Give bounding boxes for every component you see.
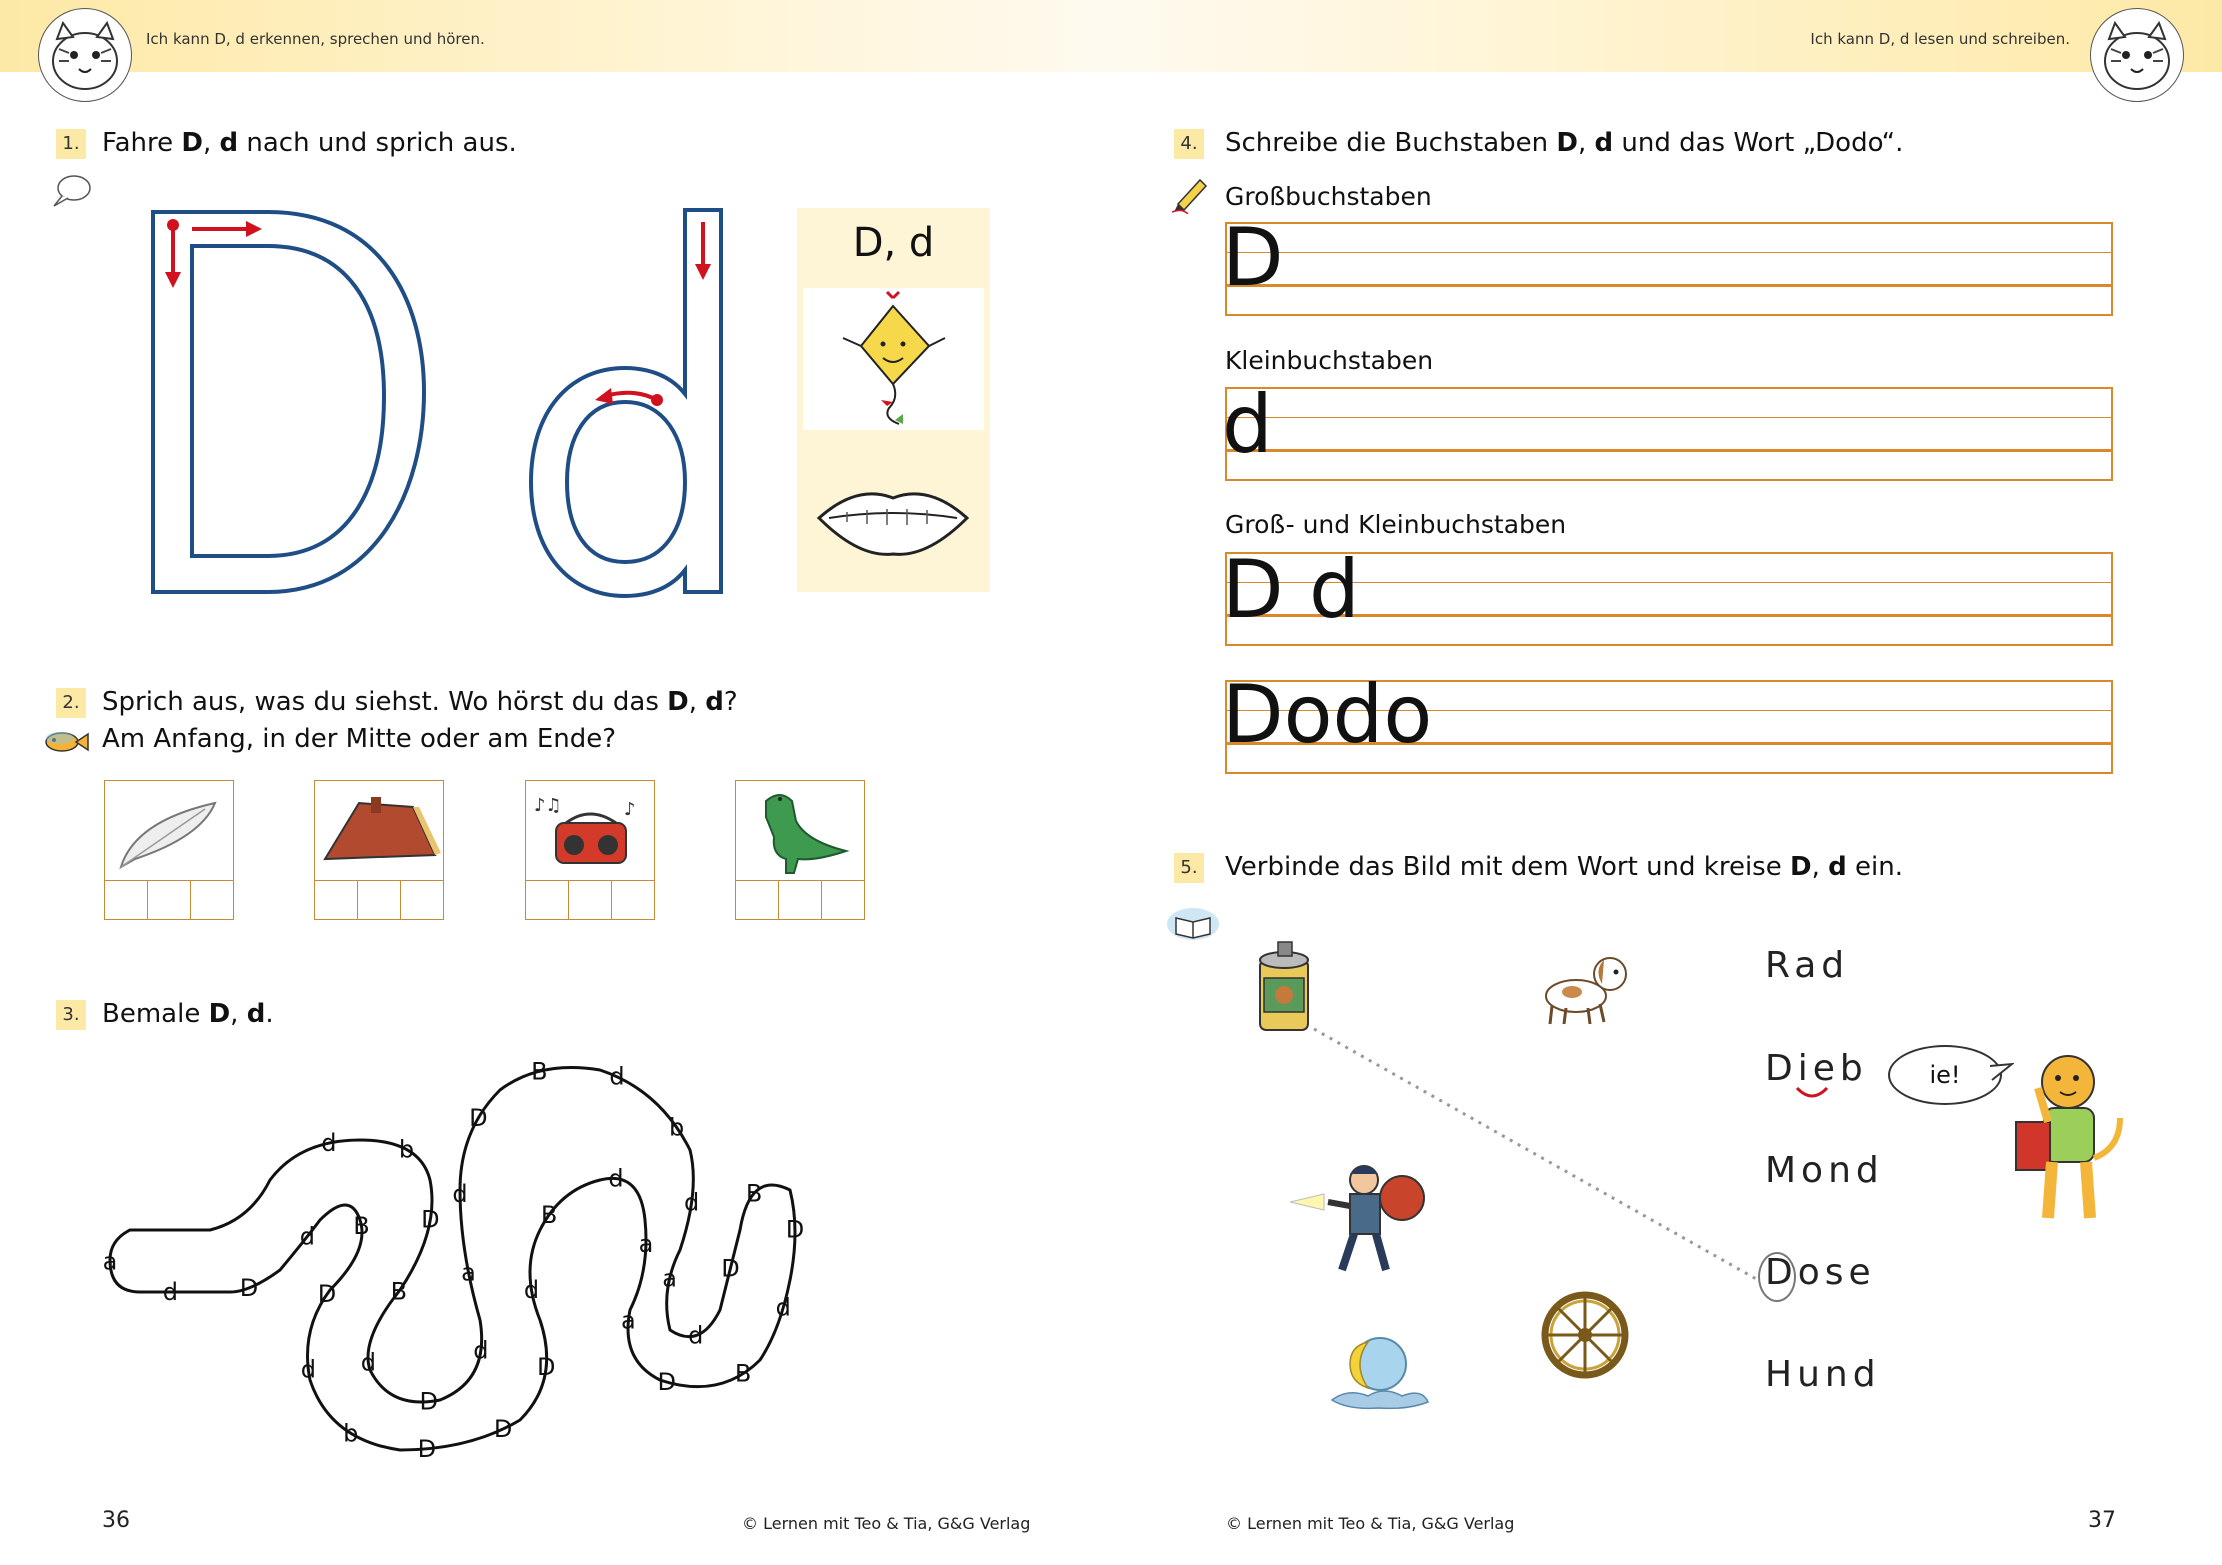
snake-segment-letter[interactable]: d xyxy=(608,1164,624,1193)
cell-start[interactable] xyxy=(736,881,779,919)
snake-segment-letter[interactable]: d xyxy=(452,1179,468,1208)
match-word-rad[interactable]: Rad xyxy=(1765,945,1850,986)
snake-segment-letter[interactable]: B xyxy=(390,1277,408,1306)
snake-segment-letter[interactable]: a xyxy=(662,1264,677,1293)
sample-uppercase: D xyxy=(1222,211,1284,304)
match-word-hund[interactable]: Hund xyxy=(1765,1354,1881,1395)
ruled-line xyxy=(1225,222,2113,224)
ruled-line xyxy=(1225,417,2113,418)
snake-segment-letter[interactable]: d xyxy=(523,1275,540,1304)
snake-segment-letter[interactable]: D xyxy=(239,1273,259,1302)
book-icon xyxy=(1166,906,1220,946)
snake-segment-letter[interactable]: d xyxy=(473,1336,489,1365)
snake-segment-letter[interactable]: d xyxy=(162,1278,178,1306)
svg-text:♪: ♪ xyxy=(624,799,636,820)
lowercase-d-trace xyxy=(525,200,755,600)
moon-mond-image[interactable] xyxy=(1328,1330,1432,1418)
ruled-line xyxy=(1225,314,2113,316)
ruled-edge xyxy=(2111,222,2113,314)
ruled-line xyxy=(1225,772,2113,774)
cell-end[interactable] xyxy=(612,881,654,919)
page-number-right: 37 xyxy=(2088,1508,2116,1533)
task-5-instruction: Verbinde das Bild mit dem Wort und kreise D, d ein. xyxy=(1225,852,1903,882)
snake-segment-letter[interactable]: D xyxy=(469,1103,488,1132)
ruled-line xyxy=(1225,252,2113,253)
header-goal-left: Ich kann D, d erkennen, sprechen und hören. xyxy=(146,30,485,48)
snake-segment-letter[interactable]: B xyxy=(540,1200,558,1229)
snake-segment-letter[interactable]: b xyxy=(669,1113,685,1142)
kite-image xyxy=(803,288,984,430)
task-2-question: Am Anfang, in der Mitte oder am Ende? xyxy=(102,724,617,754)
task-number: 2. xyxy=(56,688,86,718)
snake-segment-letter[interactable]: a xyxy=(621,1306,636,1335)
snake-segment-letter[interactable]: B xyxy=(353,1211,370,1240)
svg-text:♪♫: ♪♫ xyxy=(534,795,562,816)
snake-segment-letter[interactable]: b xyxy=(343,1419,359,1448)
writing-lines-uppercase[interactable] xyxy=(1225,222,2113,314)
sample-mixed: D d xyxy=(1222,543,1360,636)
ruled-line xyxy=(1225,284,2113,287)
task-3-instruction: Bemale D, d. xyxy=(102,999,274,1029)
snake-segment-letter[interactable]: D xyxy=(417,1434,437,1463)
snake-segment-letter[interactable]: D xyxy=(785,1215,805,1244)
ruled-line xyxy=(1225,449,2113,452)
match-word-dose[interactable]: Dose xyxy=(1765,1252,1876,1293)
speech-bubble-icon xyxy=(50,172,94,212)
speech-bubble xyxy=(1888,1045,2002,1105)
snake-body xyxy=(110,1068,795,1451)
task-number: 4. xyxy=(1174,129,1204,159)
snake-segment-letter[interactable]: B xyxy=(734,1359,752,1388)
snake-segment-letter[interactable]: b xyxy=(398,1135,415,1164)
snake-segment-letter[interactable]: d xyxy=(609,1062,625,1091)
tiger-teo-image xyxy=(2010,1048,2130,1232)
snake-segment-letter[interactable]: d xyxy=(299,1222,316,1251)
cell-end[interactable] xyxy=(191,881,233,919)
cell-start[interactable] xyxy=(105,881,148,919)
cell-end[interactable] xyxy=(401,881,443,919)
header-goal-right: Ich kann D, d lesen und schreiben. xyxy=(1810,30,2070,48)
cell-start[interactable] xyxy=(526,881,569,919)
snake-segment-letter[interactable]: a xyxy=(461,1258,476,1287)
sample-word-dodo: Dodo xyxy=(1222,668,1433,761)
snake-segment-letter[interactable]: D xyxy=(317,1280,337,1309)
task-number: 5. xyxy=(1174,853,1204,883)
letter-snake xyxy=(100,1030,1000,1470)
tiger-mascot-icon xyxy=(2090,8,2184,102)
snake-segment-letter[interactable]: D xyxy=(721,1254,740,1283)
pencil-icon xyxy=(1172,174,1212,218)
fish-icon xyxy=(42,728,90,760)
copyright-right: © Lernen mit Teo & Tia, G&G Verlag xyxy=(1226,1514,1515,1533)
ie-underline-mark xyxy=(1795,1086,1829,1102)
snake-segment-letter[interactable]: D xyxy=(657,1368,676,1397)
snake-segment-letter[interactable]: B xyxy=(745,1179,763,1208)
snake-segment-letter[interactable]: D xyxy=(536,1353,556,1382)
snake-segment-letter[interactable]: d xyxy=(775,1293,791,1322)
snake-segment-letter[interactable]: d xyxy=(360,1348,376,1377)
sound-position-cells xyxy=(105,880,233,919)
uppercase-d-trace xyxy=(153,212,424,592)
page-number-left: 36 xyxy=(102,1508,130,1533)
ruled-line xyxy=(1225,387,2113,389)
match-word-dieb[interactable]: Dieb xyxy=(1765,1048,1868,1089)
mouth-icon xyxy=(807,468,980,568)
snake-segment-letter[interactable]: a xyxy=(638,1229,654,1258)
snake-segment-letter[interactable]: d xyxy=(321,1129,337,1158)
task-number: 1. xyxy=(56,129,86,159)
snake-segment-letter[interactable]: D xyxy=(421,1205,440,1234)
cell-middle[interactable] xyxy=(358,881,401,919)
ruled-edge xyxy=(2111,552,2113,644)
wheel-rad-image[interactable] xyxy=(1540,1290,1630,1384)
task-4-instruction: Schreibe die Buchstaben D, d und das Wort „Dodo“. xyxy=(1225,128,1904,158)
picture-box-feather xyxy=(104,780,234,920)
ruled-line xyxy=(1225,644,2113,646)
label-lowercase: Kleinbuchstaben xyxy=(1225,346,1434,375)
connection-line xyxy=(1310,1025,1790,1290)
snake-segment-letter[interactable]: D xyxy=(493,1414,513,1443)
task-number: 3. xyxy=(56,1000,86,1030)
writing-lines-lowercase[interactable] xyxy=(1225,387,2113,479)
picture-box-roof xyxy=(314,780,444,920)
cell-start[interactable] xyxy=(315,881,358,919)
speech-bubble-text: ie! xyxy=(1929,1061,1961,1089)
label-uppercase: Großbuchstaben xyxy=(1225,182,1432,211)
letter-card xyxy=(797,208,990,592)
copyright-left: © Lernen mit Teo & Tia, G&G Verlag xyxy=(742,1514,1031,1533)
snake-segment-letter[interactable]: D xyxy=(419,1387,438,1416)
label-mixed: Groß- und Kleinbuchstaben xyxy=(1225,510,1567,539)
cell-end[interactable] xyxy=(822,881,864,919)
cell-middle[interactable] xyxy=(569,881,612,919)
snake-segment-letter[interactable]: d xyxy=(688,1321,704,1350)
letter-card-title: D, d xyxy=(852,220,935,266)
match-word-mond[interactable]: Mond xyxy=(1765,1150,1884,1191)
ruled-edge xyxy=(2111,387,2113,479)
tiger-mascot-icon xyxy=(38,8,132,102)
snake-segment-letter[interactable]: d xyxy=(683,1188,700,1217)
cell-middle[interactable] xyxy=(148,881,191,919)
snake-segment-letter[interactable]: d xyxy=(300,1355,316,1384)
task-2-instruction: Sprich aus, was du siehst. Wo hörst du das D, d? xyxy=(102,687,738,717)
snake-segment-letter[interactable]: B xyxy=(531,1057,548,1086)
circled-letter-d xyxy=(1758,1252,1796,1302)
sample-lowercase: d xyxy=(1222,378,1273,471)
picture-box-dinosaur xyxy=(735,780,865,920)
cell-middle[interactable] xyxy=(779,881,822,919)
ruled-edge xyxy=(2111,680,2113,772)
snake-segment-letter[interactable]: a xyxy=(102,1247,118,1276)
dog-image[interactable] xyxy=(1528,944,1638,1032)
task-1-instruction: Fahre D, d nach und sprich aus. xyxy=(102,128,517,158)
ruled-line xyxy=(1225,479,2113,481)
picture-box-radio xyxy=(525,780,655,920)
